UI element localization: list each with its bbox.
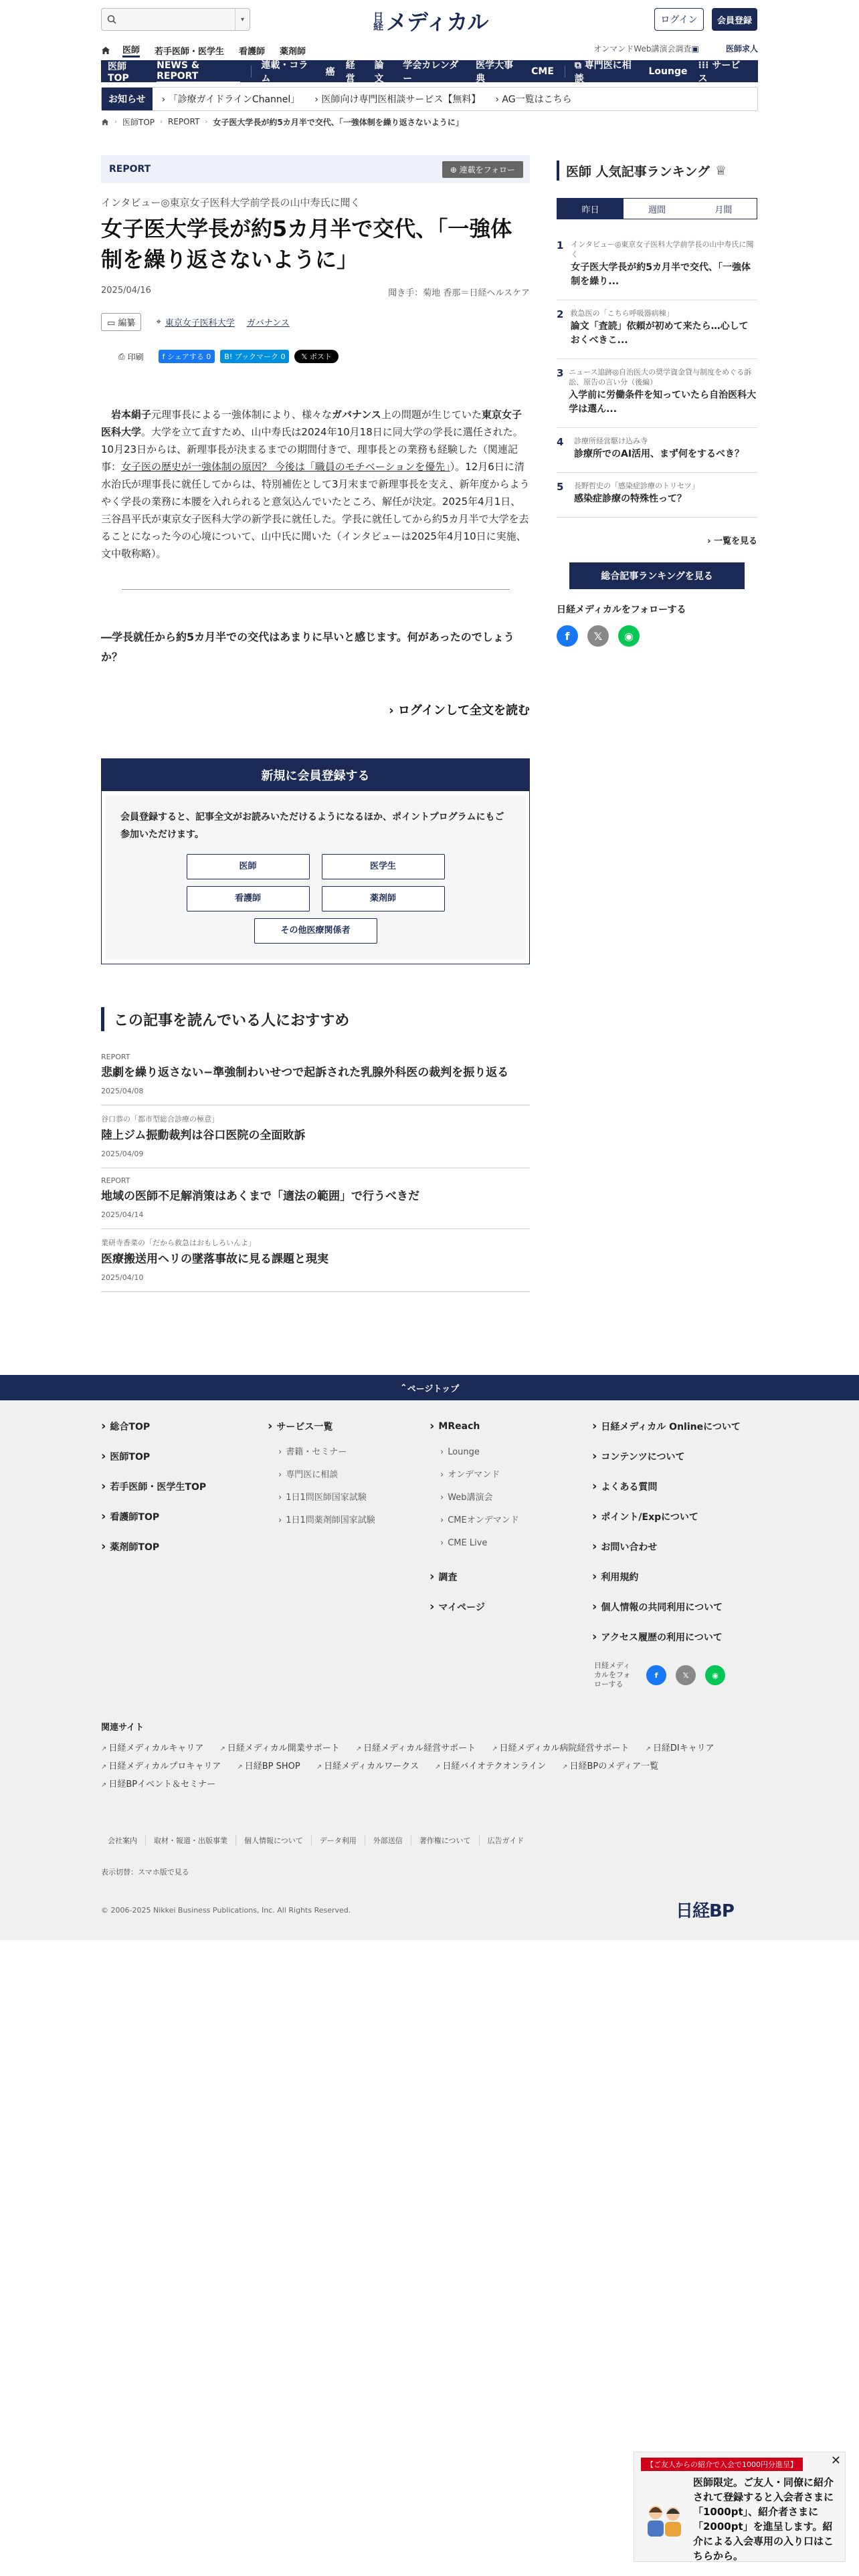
- line-icon[interactable]: ◉: [705, 1665, 725, 1685]
- tab-monthly[interactable]: 月間: [714, 205, 733, 215]
- register-button[interactable]: 会員登録: [712, 8, 757, 31]
- footer-col-about: [592, 1419, 741, 1660]
- nav-doctor-top[interactable]: 医師TOP: [108, 61, 129, 84]
- list-item-date: 2025/04/08: [101, 1087, 144, 1095]
- recommend-list: [101, 1045, 530, 1292]
- ranking-category: ニュース追跡◎自治医大の奨学資金貸与制度をめぐる訴訟、原告の言い分（後編）: [569, 368, 752, 387]
- facebook-share-label: シェアする: [167, 352, 204, 361]
- ranking-title-link[interactable]: 入学前に労働条件を知っていたら自治医科大学は選ん...: [569, 390, 757, 415]
- follow-series-button[interactable]: ⊕ 連載をフォロー: [442, 161, 523, 178]
- ranking-item[interactable]: [557, 428, 757, 473]
- register-pharmacist-button[interactable]: 薬剤師: [322, 886, 445, 911]
- nav-lounge[interactable]: Lounge: [648, 66, 688, 77]
- nav-consult-label: 専門医に相談: [574, 60, 632, 84]
- body-text: ）。12月6日に清水治氏が理事長に就任してからは、特別補佐として3月末まで新理事長を支え、新年度からようやく学長の業務に本腰を入れられると意気込んでいたところ、解任が決定。2025年4月1日、三谷昌平氏が東京女子医科大学の新学長に就任した。学長に就任してから約5カ月半で大学を去ることになった今の心境について、山中氏に聞いた（インタビューは2025年4月10日に実施、文中敬称略）。: [101, 461, 530, 560]
- search-input[interactable]: [101, 8, 250, 31]
- print-icon: ⎙: [118, 351, 125, 361]
- sub-nav-web-lecture[interactable]: Web講演会: [634, 44, 676, 53]
- related-site-link[interactable]: ↗ 日経メディカルワークス: [316, 1759, 419, 1772]
- related-sites: [101, 1720, 758, 1790]
- chevron-right-icon: ›: [160, 118, 163, 126]
- sidebar: [557, 160, 757, 647]
- footer-link[interactable]: › 日経メディカル Onlineについて: [592, 1419, 741, 1433]
- related-site-link[interactable]: ↗ 日経BP SHOP: [237, 1759, 300, 1772]
- footer: [0, 1400, 859, 1940]
- breadcrumb-item[interactable]: REPORT: [168, 117, 200, 126]
- ranking-number: 3: [557, 367, 564, 379]
- related-sites-list: [101, 1741, 758, 1790]
- page-top-button[interactable]: ⌃ ページトップ: [0, 1375, 859, 1400]
- register-other-button[interactable]: その他医療関係者: [254, 918, 377, 944]
- facebook-icon[interactable]: f: [557, 625, 578, 647]
- ranking-number: 5: [557, 481, 564, 493]
- list-item-title[interactable]: 悲劇を繰り返さない−準強制わいせつで起訴された乳腺外科医の裁判を振り返る: [101, 1066, 509, 1079]
- body-bold: ガバナンス: [332, 409, 381, 421]
- related-article-link[interactable]: 女子医の歴史が一強体制の原因？ 今後は「職員のモチベーションを: [121, 461, 425, 473]
- ranking-category: 診療所経営駆け込み寺: [574, 437, 648, 445]
- referral-ad[interactable]: [634, 2452, 846, 2562]
- people-illustration-icon: [641, 2499, 688, 2539]
- article: [101, 155, 530, 1292]
- notice-label: お知らせ: [102, 88, 153, 110]
- main-nav: [101, 60, 758, 82]
- footer-small-link[interactable]: データ利用: [312, 1835, 365, 1846]
- footer-sublist: [278, 1441, 375, 1532]
- ranking-title-link[interactable]: 論文「査読」依頼が初めて来たら…心しておくべきこ...: [570, 321, 749, 346]
- site-logo[interactable]: [371, 5, 488, 36]
- related-article-link[interactable]: 優先」: [425, 461, 450, 473]
- ranking-category: 救急医の「こちら呼吸器病棟」: [570, 309, 674, 318]
- ranking-tabs: [557, 198, 757, 219]
- article-kicker: インタビュー◎東京女子医科大学前学長の山中寿氏に聞く: [101, 197, 361, 209]
- footer-sublink[interactable]: › Web講演会: [440, 1487, 519, 1509]
- recruit-label: 医師求人: [725, 44, 758, 53]
- footer-link[interactable]: › 医師TOP: [101, 1449, 206, 1463]
- footer-sublink[interactable]: › CMEオンデマンド: [440, 1509, 519, 1532]
- display-switch-link[interactable]: 表示切替：スマホ版で見る: [101, 1868, 189, 1876]
- ranking-list: [557, 231, 757, 518]
- list-item-date: 2025/04/10: [101, 1273, 144, 1282]
- logo-medical: メディカル: [386, 9, 488, 35]
- list-item-title[interactable]: 地域の医師不足解消策はあくまで「適法の範囲」で行うべきだ: [101, 1190, 419, 1203]
- login-to-read-link[interactable]: › ログインして全文を読む: [389, 704, 530, 718]
- divider: [122, 589, 510, 590]
- footer-link[interactable]: › お問い合わせ: [592, 1539, 741, 1553]
- nav-cancer[interactable]: 癌: [325, 66, 335, 78]
- ranking-item[interactable]: [557, 359, 757, 428]
- footer-sublink[interactable]: › CME Live: [440, 1532, 519, 1555]
- edit-tag-button[interactable]: ▭ 編纂: [101, 313, 141, 331]
- nav-management[interactable]: 経営: [345, 60, 355, 84]
- ranking-category: インタビュー◎東京女子医科大学前学長の山中寿氏に聞く: [571, 240, 754, 259]
- footer-link[interactable]: › 利用規約: [592, 1570, 741, 1584]
- ranking-number: 2: [557, 308, 564, 320]
- sub-nav-recruit[interactable]: ▣ 医師求人: [691, 44, 758, 53]
- x-icon[interactable]: 𝕏: [587, 625, 609, 647]
- nav-consult[interactable]: ⧉ 専門医に相談: [574, 60, 632, 84]
- nav-papers[interactable]: 論文: [374, 60, 384, 84]
- footer-link[interactable]: › MReach: [430, 1419, 519, 1433]
- page-top-label: ページトップ: [407, 1384, 460, 1394]
- sub-nav-survey[interactable]: 調査: [675, 44, 692, 53]
- list-item-category: REPORT: [101, 1176, 130, 1185]
- related-site-link[interactable]: ↗ 日経DIキャリア: [645, 1741, 714, 1753]
- list-item-title[interactable]: 陸上ジム振動裁判は谷口医院の全面敗訴: [101, 1129, 306, 1142]
- hatena-bookmark-label: ブックマーク: [234, 352, 278, 361]
- footer-small-link[interactable]: 会社案内: [101, 1835, 146, 1846]
- notice-bar: [101, 87, 758, 111]
- body-text: 上の問題が生じていた: [381, 409, 482, 421]
- login-to-read-label: ログインして全文を読む: [397, 704, 530, 718]
- sub-nav-nurse[interactable]: 看護師: [239, 46, 266, 57]
- login-button[interactable]: ログイン: [654, 8, 704, 31]
- nav-cme[interactable]: CME: [531, 66, 554, 77]
- footer-sublink[interactable]: › 1日1問薬剤師国家試験: [278, 1509, 375, 1532]
- ranking-number: 1: [557, 239, 564, 251]
- footer-link[interactable]: › 看護師TOP: [101, 1509, 206, 1523]
- list-item[interactable]: [101, 1045, 530, 1105]
- sub-nav-ondemand[interactable]: オンマンド: [593, 44, 634, 53]
- ranking-title-link[interactable]: 感染症診療の特殊性って？: [574, 494, 686, 504]
- footer-sublink[interactable]: › 専門医に相談: [278, 1464, 375, 1487]
- crown-icon: ♕: [715, 163, 727, 178]
- list-item-date: 2025/04/09: [101, 1150, 144, 1158]
- related-site-link[interactable]: ↗ 日経バイオテクオンライン: [435, 1759, 546, 1772]
- x-icon[interactable]: 𝕏: [676, 1665, 696, 1685]
- print-label: 印刷: [127, 352, 144, 362]
- section-bar: [101, 155, 530, 183]
- footer-small-link[interactable]: 外部送信: [365, 1835, 411, 1846]
- article-body: [101, 406, 530, 562]
- ranking-category: 長野哲史の「感染症診療のトリセツ」: [574, 481, 699, 490]
- list-item-date: 2025/04/14: [101, 1210, 144, 1219]
- footer-link[interactable]: › アクセス履歴の利用について: [592, 1630, 741, 1644]
- registration-desc: 会員登録すると、記事全文がお読みいただけるようになるほか、ポイントプログラムにもご参加いただけます。: [120, 812, 504, 840]
- body-bold: 岩本絹子: [111, 409, 152, 421]
- footer-sublink[interactable]: › 書籍・セミナー: [278, 1441, 375, 1464]
- notice-link-text: 「診療ガイドラインChannel」: [168, 94, 300, 105]
- notice-link[interactable]: › AG一覧はこちら: [495, 94, 572, 105]
- ranking-number: 4: [557, 436, 564, 448]
- ranking-title-text: 医師 人気記事ランキング: [566, 164, 710, 179]
- search-icon: [107, 15, 116, 24]
- footer-link[interactable]: › マイページ: [430, 1600, 519, 1614]
- home-icon[interactable]: [101, 46, 110, 55]
- related-site-link[interactable]: ↗ 日経メディカル開業サポート: [219, 1741, 339, 1753]
- sub-nav-young[interactable]: 若手医師・医学生: [155, 46, 225, 57]
- footer-link[interactable]: › 総合TOP: [101, 1419, 206, 1433]
- ranking-title-link[interactable]: 女子医大学長が約5カ月半で交代、「一強体制を繰り...: [571, 262, 751, 287]
- follow-series-label: 連載をフォロー: [459, 165, 515, 175]
- ranking-more-link[interactable]: › 一覧を見る: [707, 536, 757, 546]
- notice-link-text: 医師向け専門医相談サービス【無料】: [321, 94, 481, 105]
- nav-calendar[interactable]: 学会カレンダー: [403, 60, 459, 84]
- print-button[interactable]: [118, 351, 144, 362]
- copyright: © 2006-2025 Nikkei Business Publications, Inc. All Rights Reserved.: [101, 1906, 351, 1915]
- related-site-link[interactable]: ↗ 日経メディカル病院経営サポート: [492, 1741, 629, 1753]
- tab-yesterday[interactable]: 昨日: [557, 199, 624, 219]
- home-icon[interactable]: [101, 118, 109, 126]
- footer-small-link[interactable]: 著作権について: [411, 1835, 480, 1846]
- footer-link[interactable]: › 若手医師・医学生TOP: [101, 1479, 206, 1493]
- article-tags: [101, 313, 530, 331]
- footer-col-services: [268, 1419, 375, 1547]
- ad-badge: 【ご友人からの紹介で入会で1000円分進呈】: [641, 2458, 803, 2471]
- facebook-share-button[interactable]: f シェアする 0: [159, 350, 215, 363]
- footer-sublink[interactable]: › オンデマンド: [440, 1464, 519, 1487]
- ranking-more-label: 一覧を見る: [713, 536, 757, 546]
- overall-ranking-button[interactable]: 総合記事ランキングを見る: [569, 562, 745, 589]
- footer-sublink[interactable]: › Lounge: [440, 1441, 519, 1464]
- footer-link[interactable]: › 個人情報の共同利用について: [592, 1600, 741, 1614]
- register-student-button[interactable]: 医学生: [322, 854, 445, 879]
- footer-col-sites: [101, 1419, 206, 1570]
- sub-nav-doctor[interactable]: 医師: [122, 43, 140, 58]
- body-text: 元理事長による一強体制により、様々な: [151, 409, 332, 421]
- footer-follow: [594, 1661, 725, 1689]
- sub-nav: [101, 41, 758, 59]
- registration-buttons: [120, 854, 510, 944]
- nav-news-report[interactable]: NEWS & REPORT: [157, 60, 240, 83]
- footer-col-mreach: [430, 1419, 519, 1630]
- list-item-category: REPORT: [101, 1053, 130, 1061]
- footer-small-link[interactable]: 広告ガイド: [487, 1836, 524, 1845]
- related-site-link[interactable]: ↗ 日経メディカルプロキャリア: [101, 1759, 221, 1772]
- x-post-button[interactable]: 𝕏 ポスト: [294, 350, 338, 363]
- ad-text: 医師限定。ご友人・同僚に紹介されて登録すると入会者さまに「1000pt」、紹介者さまに「2000pt」を進呈します。紹介による入会専用の入り口はこちらから。: [693, 2476, 834, 2562]
- article-question: ―学長就任から約5カ月半での交代はあまりに早いと感じます。何があったのでしょうか？: [101, 631, 514, 663]
- line-icon[interactable]: ◉: [618, 625, 640, 647]
- ranking-title: [557, 160, 757, 181]
- breadcrumb-current: 女子医大学長が約5カ月半で交代、「一強体制を繰り返さないように」: [213, 117, 464, 127]
- edit-tag-label: 編纂: [118, 318, 136, 328]
- nav-series[interactable]: 連載・コラム: [261, 60, 308, 84]
- related-site-link[interactable]: ↗ 日経BPのメディア一覧: [562, 1759, 658, 1772]
- tag-link[interactable]: 東京女子医科大学: [165, 318, 235, 328]
- footer-link[interactable]: › 調査: [430, 1570, 519, 1584]
- notice-link[interactable]: › 「診療ガイドラインChannel」: [161, 94, 300, 105]
- nav-dictionary[interactable]: 医学大事典: [476, 60, 514, 84]
- breadcrumb-item[interactable]: 医師TOP: [122, 117, 155, 127]
- footer-link[interactable]: › 薬剤師TOP: [101, 1539, 206, 1553]
- ranking-title-link[interactable]: 診療所でのAI活用、まず何をするべき？: [574, 449, 745, 459]
- footer-sublist: [440, 1441, 519, 1555]
- ranking-item[interactable]: [557, 231, 757, 300]
- related-site-link[interactable]: ↗ 日経メディカル経営サポート: [356, 1741, 476, 1753]
- sub-nav-pharmacist[interactable]: 薬剤師: [280, 46, 306, 57]
- footer-link[interactable]: › ポイント/Expについて: [592, 1509, 741, 1523]
- logo-nikkei: 日経: [372, 11, 384, 30]
- ranking-item[interactable]: [557, 300, 757, 359]
- footer-follow-label: 日経メディカルをフォローする: [594, 1661, 631, 1689]
- hatena-bookmark-button[interactable]: B! ブックマーク 0: [220, 350, 289, 363]
- body-text: 。大学を立て直すため、山中寿氏は2024年10月18日に同大学の学長に選任された。10月23日からは、新理事長が決まるまでの期間付きで、理事長との業務も経験した（関連記事：: [101, 426, 523, 473]
- close-icon[interactable]: ✕: [830, 2454, 841, 2468]
- related-site-link[interactable]: ↗ 日経メディカルキャリア: [101, 1741, 203, 1753]
- list-item[interactable]: [101, 1105, 530, 1168]
- nikkei-bp-logo[interactable]: 日経BP: [676, 1901, 734, 1921]
- footer-sublink[interactable]: › 1日1問医師国家試験: [278, 1487, 375, 1509]
- article-meta: [101, 286, 530, 298]
- social-links: [557, 625, 757, 647]
- related-sites-title: 関連サイト: [101, 1723, 145, 1733]
- footer-small-link[interactable]: 取材・報道・出版事業: [146, 1835, 236, 1846]
- search-scope-dropdown[interactable]: ▾: [235, 9, 250, 30]
- article-date: 2025/04/16: [101, 286, 151, 296]
- share-bar: [101, 350, 530, 363]
- nav-services-label: サービス: [698, 60, 741, 84]
- section-label: REPORT: [109, 164, 151, 175]
- article-author: 聞き手：菊地 香那＝日経ヘルスケア: [388, 288, 530, 298]
- notice-link-text: AG一覧はこちら: [502, 94, 572, 105]
- ranking-item[interactable]: [557, 473, 757, 518]
- breadcrumb: [101, 114, 758, 130]
- follow-title: 日経メディカルをフォローする: [557, 605, 686, 615]
- recommend-title: この記事を読んでいる人におすすめ: [101, 1007, 530, 1031]
- footer-small-link[interactable]: 個人情報について: [236, 1835, 312, 1846]
- registration-box: [101, 758, 530, 964]
- list-item-category: 業研寺香菜の「だから救急はおもしろいんよ」: [101, 1239, 256, 1247]
- footer-links: [101, 1835, 758, 1846]
- register-nurse-button[interactable]: 看護師: [187, 886, 310, 911]
- footer-link[interactable]: › コンテンツについて: [592, 1449, 741, 1463]
- register-doctor-button[interactable]: 医師: [187, 854, 310, 879]
- notice-link[interactable]: › 医師向け専門医相談サービス【無料】: [314, 94, 481, 105]
- registration-title: 新規に会員登録する: [102, 759, 529, 791]
- list-item-title[interactable]: 医療搬送用ヘリの墜落事故に見る課題と現実: [101, 1253, 328, 1266]
- footer-link[interactable]: › サービス一覧: [268, 1419, 375, 1433]
- list-item-category: 谷口恭の「都市型総合診療の極意」: [101, 1115, 219, 1123]
- chevron-right-icon: ›: [114, 118, 117, 126]
- registration-body: [106, 795, 525, 960]
- tag-icon: ⌖: [156, 317, 161, 327]
- x-post-label: ポスト: [309, 352, 332, 361]
- related-site-link[interactable]: ↗ 日経BPイベント＆セミナー: [101, 1777, 215, 1790]
- list-item[interactable]: [101, 1229, 530, 1292]
- nav-divider: [251, 66, 252, 78]
- tag-link[interactable]: ガバナンス: [246, 318, 290, 328]
- article-title: 女子医大学長が約5カ月半で交代、「一強体制を繰り返さないように」: [101, 216, 512, 272]
- footer-link[interactable]: › よくある質問: [592, 1479, 741, 1493]
- tab-weekly[interactable]: 週間: [648, 205, 666, 215]
- list-item[interactable]: [101, 1168, 530, 1229]
- chevron-right-icon: ›: [205, 118, 208, 126]
- nav-services[interactable]: ⁞⁞⁞ サービス: [698, 60, 741, 84]
- body-bold: 東京女子医科大学: [101, 409, 522, 438]
- facebook-icon[interactable]: f: [646, 1665, 666, 1685]
